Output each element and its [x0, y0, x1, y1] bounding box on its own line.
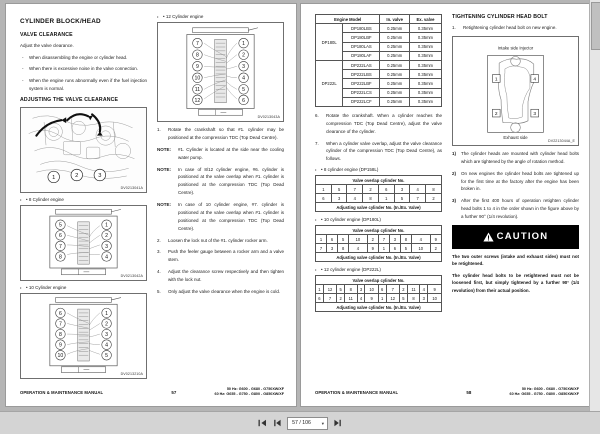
cell: 1 [316, 235, 327, 244]
paragraph-number: 2) [452, 170, 457, 176]
svg-text:1: 1 [52, 175, 56, 182]
figure-top-label: Intake side Injector [497, 45, 534, 51]
svg-text:1: 1 [242, 41, 246, 48]
cell: 2 [363, 185, 379, 194]
cell: 7 [378, 235, 389, 244]
table-header-row [316, 15, 442, 24]
cell-in-valve: 0.25mm [380, 79, 410, 88]
figure-code: DV0213043A [257, 115, 280, 119]
svg-text:1: 1 [494, 77, 498, 83]
step-text: When a cylinder valve overlap, adjust the valve clearance cylinder of the compression TDC (Top Dead Centre), as follows. [326, 140, 442, 162]
overlap-footer: Adjusting valve cylinder No. (In./Ex. Valve) [316, 253, 442, 262]
figure-code: DV2213044A_E [548, 138, 575, 143]
step-text: Loosen the lock nut of the #1. cylinder rocker arm. [168, 237, 268, 243]
left-page-column-1 [20, 14, 147, 382]
svg-text:7: 7 [58, 321, 62, 328]
step-number: 1. [157, 127, 161, 132]
tighten-step-list [452, 24, 579, 32]
paragraph-item [452, 170, 579, 194]
overlap-header: Valve overlap cylinder No. [316, 276, 442, 285]
step-text: Retightening cylinder head bolt on new engine. [463, 25, 557, 30]
left-page-column-2 [157, 14, 284, 382]
figure-10-cylinder-engine [20, 293, 147, 379]
figure-6-cylinder-engine [20, 107, 147, 193]
svg-text:4: 4 [533, 77, 537, 83]
cell: 1 [378, 194, 394, 203]
step-text: Push the feeler gauge between a rocker arm and a valve stem. [168, 249, 284, 263]
engine-layout-10-cylinder [21, 294, 146, 378]
engine-layout-8-cylinder [21, 206, 146, 280]
right-page-column-2 [452, 14, 579, 382]
list-item [157, 268, 284, 284]
cell: 1 [316, 185, 332, 194]
cell: 3 [357, 285, 365, 294]
cell-ex-valve: 0.35mm [409, 60, 441, 69]
note-label: NOTE: [157, 166, 171, 172]
svg-text:8: 8 [58, 332, 62, 339]
intro-text: Adjust the valve clearance. [20, 43, 74, 48]
paragraph-text: The cylinder heads are mounted with cylinder head bolts which are tightened by the angle of rotation method. [461, 150, 579, 164]
cell: 6 [316, 194, 332, 203]
cell-in-valve: 0.25mm [380, 42, 410, 51]
cell: 4 [357, 294, 365, 303]
cell-model: DP180LAS [343, 42, 380, 51]
cell-ex-valve: 0.35mm [409, 51, 441, 60]
svg-text:1: 1 [105, 311, 109, 318]
note-item [157, 166, 284, 198]
step-number: 3. [157, 249, 161, 255]
table-row [316, 235, 442, 244]
list-item: - When there is excessive noise in the valve connection. [20, 65, 147, 73]
cell-model: DP222LBS [343, 70, 380, 79]
table-footer-row [316, 203, 442, 212]
svg-text:6: 6 [58, 311, 62, 318]
step-number: 4. [157, 269, 161, 275]
figure-code: DV0213042A [120, 274, 143, 279]
overlap-label-10-cylinder: • • 10 cylinder engine (DP180L) [315, 217, 442, 222]
paragraph-text: After the first 400 hours of operation retighten cylinder head bolts 1 to 4 in the order shown in the figure above by a further 90° (1/4 revolution). [461, 198, 579, 219]
cell-model: DP222LCS [343, 88, 380, 97]
svg-text:5: 5 [58, 223, 62, 230]
step-number: 1. [452, 25, 456, 30]
figure-label-8-cylinder: • • 8 Cylinder engine [20, 197, 147, 202]
footer-title: OPERATION & MAINTENANCE MANUAL [315, 389, 399, 395]
group-label-dp180l: DP180L [316, 24, 343, 61]
svg-text:4: 4 [105, 342, 109, 349]
table-header-row [316, 176, 442, 185]
cell: 6 [316, 294, 324, 303]
footer-spec [510, 387, 579, 398]
cell: 10 [349, 235, 368, 244]
note-item [157, 201, 284, 233]
vertical-scrollbar[interactable] [589, 0, 600, 412]
svg-text:6: 6 [242, 97, 246, 104]
cell: 2 [367, 235, 378, 244]
svg-text:2: 2 [105, 233, 109, 240]
condition-bullet-list [20, 54, 147, 93]
prev-page-icon[interactable] [272, 418, 283, 429]
cell: 5 [394, 194, 410, 203]
svg-text:12: 12 [194, 97, 201, 104]
cell: 9 [428, 285, 442, 294]
svg-text:5: 5 [105, 353, 109, 360]
svg-text:8: 8 [58, 254, 62, 261]
cell: 6 [378, 285, 386, 294]
chevron-down-icon[interactable]: ▼ [320, 420, 325, 426]
column-header-in-valve: In. valve [380, 15, 410, 24]
cell: 2 [430, 244, 441, 253]
cell-ex-valve: 0.35mm [409, 88, 441, 97]
cell: 4 [420, 285, 428, 294]
overlap-label-8-cylinder: • • 8 cylinder engine (DP158L) [315, 167, 442, 172]
paragraph-number: 3) [452, 198, 457, 204]
first-page-icon[interactable] [257, 418, 268, 429]
svg-text:1: 1 [105, 223, 109, 230]
table-header-row [316, 226, 442, 235]
svg-text:7: 7 [195, 41, 199, 48]
list-item [315, 140, 442, 164]
table-footer-row [316, 303, 442, 312]
table-row [316, 285, 442, 294]
cell-in-valve: 0.25mm [380, 88, 410, 97]
figure-12-cylinder-engine [157, 22, 284, 122]
paragraph-number: 1) [452, 150, 457, 156]
cell: 6 [378, 185, 394, 194]
svg-text:2: 2 [242, 52, 246, 59]
step-text: Rotate the crankshaft so that #1. cylinder may be positioned at the compression TDC (Top Dead Centre). [168, 127, 284, 140]
column-header-engine-model: Engine Model [316, 15, 380, 24]
cell: 5 [337, 285, 345, 294]
valve-overlap-table-8 [315, 175, 442, 212]
cell: 3 [389, 235, 400, 244]
subsection-title-valve-clearance: VALVE CLEARANCE [20, 32, 73, 38]
footer-page-number: 57 [171, 389, 177, 395]
svg-text:3: 3 [98, 173, 102, 180]
table-row [316, 60, 442, 69]
cell-model: DP180LBS [343, 24, 380, 33]
procedure-step-list-2 [157, 237, 284, 296]
table-footer-row [316, 253, 442, 262]
page-footer-left [20, 387, 284, 398]
svg-text:5: 5 [242, 87, 246, 94]
step-number: 6. [315, 112, 319, 118]
list-item [157, 237, 284, 245]
cell: 5 [338, 235, 349, 244]
cell-in-valve: 0.25mm [380, 70, 410, 79]
note-text: #1. Cylinder is located at the side near the cooling water pump. [178, 146, 284, 160]
valve-overlap-table-12 [315, 275, 442, 312]
cell-ex-valve: 0.35mm [409, 24, 441, 33]
step-text: Only adjust the valve clearance when the engine is cold. [168, 288, 281, 294]
subsection-title-adjusting: ADJUSTING THE VALVE CLEARANCE [20, 97, 119, 104]
svg-text:3: 3 [242, 64, 246, 71]
table-row [316, 24, 442, 33]
cell: 4 [411, 235, 430, 244]
cell: 8 [338, 244, 349, 253]
overlap-label-12-cylinder: • • 12 cylinder engine (DP222L) [315, 267, 442, 272]
svg-text:10: 10 [194, 75, 201, 82]
svg-text:4: 4 [242, 75, 246, 82]
procedure-step-list-1 [157, 126, 284, 142]
footer-spec [215, 387, 284, 398]
cell-in-valve: 0.25mm [380, 24, 410, 33]
cell-model: DP180LAF [343, 51, 380, 60]
cell: 7 [410, 194, 426, 203]
section-title-tightening: TIGHTENING CYLINDER HEAD BOLT [452, 14, 548, 20]
svg-text:9: 9 [58, 342, 62, 349]
step-number: 2. [157, 237, 161, 243]
cell-ex-valve: 0.35mm [409, 97, 441, 106]
page-number-input[interactable] [287, 417, 328, 430]
figure-code: DV0213041A [120, 186, 143, 191]
next-page-icon[interactable] [332, 418, 343, 429]
svg-text:2: 2 [75, 173, 79, 180]
page-footer-right [315, 387, 579, 398]
cell: 3 [420, 294, 428, 303]
engine-photo-illustration [21, 108, 146, 192]
svg-text:3: 3 [105, 244, 109, 251]
cell: 7 [347, 185, 363, 194]
svg-text:8: 8 [195, 52, 199, 59]
cell: 1 [378, 294, 386, 303]
cell: 7 [316, 244, 327, 253]
svg-text:10: 10 [57, 353, 64, 360]
cell: 10 [365, 285, 378, 294]
cell-in-valve: 0.25mm [380, 33, 410, 42]
cell: 11 [345, 294, 358, 303]
warning-triangle-icon [483, 232, 494, 242]
list-item: - When disassembling the engine or cylinder head. [20, 54, 147, 62]
cell: 5 [331, 185, 347, 194]
document-page-right[interactable] [300, 3, 592, 407]
svg-text:3: 3 [533, 111, 537, 117]
step-number: 7. [315, 140, 319, 146]
cell: 4 [349, 244, 368, 253]
page-number-value: 57 / 106 [292, 420, 311, 426]
cell-ex-valve: 0.35mm [409, 33, 441, 42]
list-item [157, 126, 284, 142]
figure-cylinder-head-bolt [452, 36, 579, 146]
cell: 6 [389, 244, 400, 253]
cell: 2 [426, 194, 442, 203]
note-item [157, 146, 284, 162]
overlap-footer: Adjusting valve cylinder No. (In./Ex. Valve) [316, 203, 442, 212]
cell-in-valve: 0.25mm [380, 97, 410, 106]
table-row [316, 185, 442, 194]
figure-bottom-label: Exhaust side [503, 134, 528, 140]
note-text: In case of 10 cylinder engine, #7. cylinder is positioned at the valve overlap when #1. cylinder is positioned at the compression TDC (Top Dead Centre). [178, 202, 284, 231]
step-text: Rotate the crankshaft. When a cylinder reaches the compression TDC (Top Dead Centre), adjust the valve clearance of the cylinder. [326, 112, 442, 134]
cell: 8 [407, 294, 420, 303]
cylinder-head-bolt-diagram [453, 37, 578, 145]
svg-text:2: 2 [494, 111, 498, 117]
cell: 5 [399, 294, 407, 303]
paragraph-text: On new engines the cylinder head bolts are tightened up for the first time at the factory after the engine has been broken in. [461, 170, 579, 192]
cell-model: DP222LBF [343, 79, 380, 88]
paragraph-item [452, 150, 579, 166]
caution-banner [452, 225, 579, 249]
footer-spec-line-2: 60 Hz: G655 - G750 - G800 - G850XW/XF [509, 392, 579, 397]
cell: 10 [428, 294, 442, 303]
overlap-footer: Adjusting valve cylinder No. (In./Ex. Valve) [316, 303, 442, 312]
svg-text:9: 9 [195, 64, 199, 71]
step-number: 5. [157, 288, 161, 294]
valve-clearance-spec-table [315, 14, 442, 107]
footer-spec-line-1: 50 Hz: G600 - G680 - G750XW/XF [521, 386, 579, 391]
caution-text-1: The two outer screws (intake and exhaust sides) must not be retightened. [452, 253, 579, 267]
cell: 8 [426, 185, 442, 194]
footer-spec-line-1: 50 Hz: G600 - G680 - G750XW/XF [226, 386, 284, 391]
cell: 4 [347, 194, 363, 203]
document-page-left[interactable] [5, 3, 297, 407]
cell: 11 [407, 285, 420, 294]
cell: 12 [323, 285, 336, 294]
list-item [452, 24, 579, 32]
cell-model: DP222LCF [343, 97, 380, 106]
column-header-ex-valve: Ex. valve [409, 15, 441, 24]
cell: 3 [327, 244, 338, 253]
svg-text:6: 6 [58, 233, 62, 240]
group-label-dp222l: DP222L [316, 60, 343, 106]
engine-layout-12-cylinder [158, 23, 283, 121]
cell: 4 [410, 185, 426, 194]
footer-page-number: 58 [466, 389, 472, 395]
cell: 2 [337, 294, 345, 303]
footer-title: OPERATION & MAINTENANCE MANUAL [20, 389, 104, 395]
cell-ex-valve: 0.35mm [409, 70, 441, 79]
cell-ex-valve: 0.35mm [409, 42, 441, 51]
cell: 6 [327, 235, 338, 244]
cell: 9 [365, 294, 378, 303]
cell: 12 [386, 294, 399, 303]
overlap-header: Valve overlap cylinder No. [316, 226, 442, 235]
cell: 8 [400, 235, 411, 244]
cell-model: DP180LBF [343, 33, 380, 42]
footer-spec-line-2: 60 Hz: G655 - G750 - G800 - G850XW/XF [214, 392, 284, 397]
cell: 10 [411, 244, 430, 253]
note-label: NOTE: [157, 146, 171, 152]
figure-label-12-cylinder: • • 12 Cylinder engine [157, 14, 284, 19]
cell: 8 [363, 194, 379, 203]
valve-overlap-table-10 [315, 225, 442, 262]
cell: 5 [400, 244, 411, 253]
cell: 1 [378, 244, 389, 253]
svg-text:4: 4 [105, 254, 109, 261]
cell: 9 [367, 244, 378, 253]
note-label: NOTE: [157, 202, 171, 207]
cell-model: DP222LAS [343, 60, 380, 69]
scrollbar-thumb[interactable] [591, 2, 600, 50]
list-item [157, 288, 284, 296]
caution-title: CAUTION [496, 231, 549, 243]
step-text: Adjust the clearance screw respectively and then tighten with the lock nut. [168, 269, 284, 282]
list-item [157, 248, 284, 264]
overlap-header: Valve overlap cylinder No. [316, 176, 442, 185]
cell: 3 [331, 194, 347, 203]
figure-code: DV0213210A [120, 372, 143, 377]
svg-text:2: 2 [105, 321, 109, 328]
note-text: In case of 8/12 cylinder engine, #6. cylinder is positioned at the valve overlap when #1. cylinder is positioned at the compression TDC (Top Dead Centre). [178, 166, 284, 196]
table-row [316, 294, 442, 303]
svg-text:3: 3 [105, 332, 109, 339]
page-title: CYLINDER BLOCK/HEAD [20, 18, 101, 25]
cell: 9 [430, 235, 441, 244]
right-page-column-1 [315, 14, 442, 382]
cell-in-valve: 0.25mm [380, 60, 410, 69]
cell: 8 [345, 285, 358, 294]
cell: 7 [323, 294, 336, 303]
table-row [316, 244, 442, 253]
paragraph-item [452, 197, 579, 221]
cell-in-valve: 0.25mm [380, 51, 410, 60]
list-item: - When the engine runs abnormally even if the fuel injection system is normal. [20, 77, 147, 93]
figure-8-cylinder-engine [20, 205, 147, 281]
table-header-row [316, 276, 442, 285]
svg-text:11: 11 [194, 87, 201, 94]
cell: 1 [316, 285, 324, 294]
cell: 2 [399, 285, 407, 294]
cell-ex-valve: 0.35mm [409, 79, 441, 88]
svg-text:7: 7 [58, 244, 62, 251]
table-row [316, 194, 442, 203]
figure-label-10-cylinder: • • 10 Cylinder engine [20, 285, 147, 290]
list-item [315, 112, 442, 136]
cell: 3 [394, 185, 410, 194]
procedure-step-list-3 [315, 112, 442, 163]
page-navigation-toolbar [0, 411, 600, 434]
caution-text-2: The cylinder head bolts to be retightened must not be loosened first, but simply tightened by a further 90° (1/4 revolution) from their actual position. [452, 272, 579, 293]
cell: 7 [386, 285, 399, 294]
